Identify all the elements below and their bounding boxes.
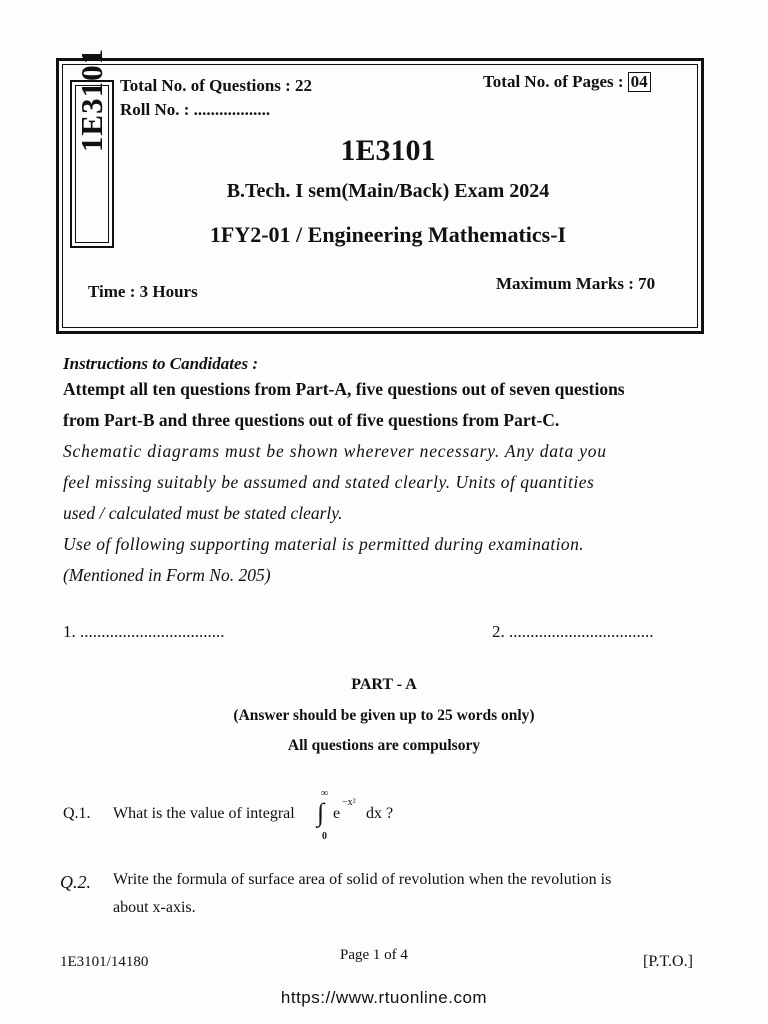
- integrand-dx: dx ?: [366, 805, 394, 822]
- integral-upper-limit: ∞: [321, 788, 329, 799]
- instruction-line-7: (Mentioned in Form No. 205): [63, 565, 271, 585]
- instruction-line-4: feel missing suitably be assumed and stated clearly. Units of quantities: [63, 472, 595, 492]
- footer-pto: [P.T.O.]: [643, 953, 693, 970]
- instruction-line-5: used / calculated must be stated clearly.: [63, 503, 343, 523]
- instructions-heading: Instructions to Candidates :: [63, 354, 259, 373]
- total-pages-value: 04: [628, 72, 651, 92]
- footer-page-number: Page 1 of 4: [340, 947, 408, 963]
- part-a-subtitle: (Answer should be given up to 25 words only): [233, 707, 535, 724]
- paper-code-title: 1E3101: [340, 134, 436, 167]
- side-paper-code: 1E3101: [74, 47, 109, 153]
- instruction-line-2: from Part-B and three questions out of five questions from Part-C.: [63, 410, 560, 430]
- question-2-number: Q.2.: [60, 872, 91, 892]
- question-2-line-1: Write the formula of surface area of solid of revolution when the revolution is: [113, 871, 612, 888]
- website-link[interactable]: https://www.rtuonline.com: [280, 988, 488, 1007]
- time-allowed: Time : 3 Hours: [88, 282, 198, 301]
- instruction-line-1: Attempt all ten questions from Part-A, five questions out of seven questions: [63, 379, 625, 399]
- integrand: e: [333, 805, 341, 822]
- integral-sign: ∫: [317, 798, 325, 827]
- exam-title: B.Tech. I sem(Main/Back) Exam 2024: [226, 180, 550, 202]
- subject-title: 1FY2-01 / Engineering Mathematics-I: [209, 222, 567, 247]
- supporting-material-2: 2. ..................................: [492, 622, 654, 641]
- supporting-material-1: 1. ..................................: [63, 622, 225, 641]
- total-questions: Total No. of Questions : 22: [120, 76, 313, 95]
- footer-paper-code: 1E3101/14180: [60, 954, 149, 970]
- instruction-line-6: Use of following supporting material is permitted during examination.: [63, 534, 584, 554]
- integrand-exponent: −x²: [342, 797, 356, 808]
- part-a-title: PART - A: [351, 676, 417, 693]
- question-1-number: Q.1.: [63, 805, 91, 822]
- part-a-note: All questions are compulsory: [287, 737, 481, 754]
- integral-lower-limit: 0: [322, 831, 327, 842]
- maximum-marks: Maximum Marks : 70: [496, 274, 656, 293]
- total-pages: [483, 72, 651, 92]
- question-1-text: What is the value of integral: [113, 805, 295, 822]
- instruction-line-3: Schematic diagrams must be shown wherever necessary. Any data you: [63, 441, 607, 461]
- roll-no: Roll No. : ..................: [120, 100, 271, 119]
- total-pages-label: Total No. of Pages :: [483, 72, 624, 91]
- question-2-line-2: about x-axis.: [113, 899, 196, 916]
